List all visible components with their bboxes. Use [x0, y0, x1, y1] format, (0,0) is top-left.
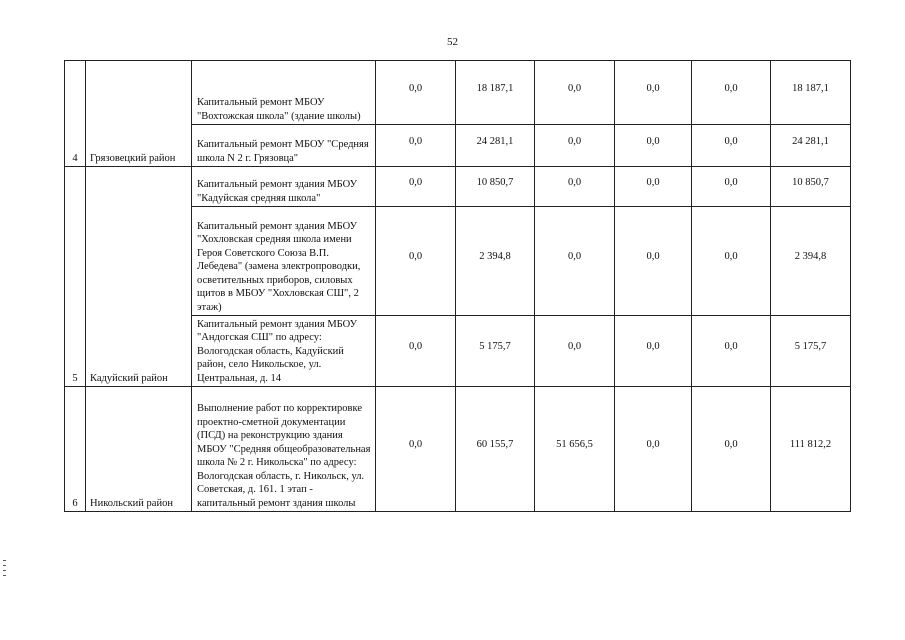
value-cell: 0,0	[615, 125, 692, 167]
table-row	[65, 387, 851, 512]
table-row	[65, 61, 851, 125]
value-cell: 0,0	[535, 61, 615, 125]
value-cell: 0,0	[692, 61, 771, 125]
budget-table	[64, 60, 851, 512]
value-cell: 0,0	[615, 387, 692, 512]
row-index: 4	[65, 61, 86, 167]
description-cell: Выполнение работ по корректировке проектно-сметной документации (ПСД) на реконструкцию здания МБОУ "Средняя общеобразовательная школа № 2 г. Никольска" по адресу: Вологодская область, г. Никольск, ул. Советская, д. 161. 1 этап - капитальный ремонт здания школы	[192, 387, 376, 512]
value-cell: 10 850,7	[456, 167, 535, 207]
value-cell: 5 175,7	[771, 316, 851, 387]
value-cell: 24 281,1	[771, 125, 851, 167]
description-cell: Капитальный ремонт МБОУ "Средняя школа N 2 г. Грязовца"	[192, 125, 376, 167]
value-cell: 0,0	[692, 316, 771, 387]
value-cell: 0,0	[376, 167, 456, 207]
row-index: 6	[65, 387, 86, 512]
value-cell: 10 850,7	[771, 167, 851, 207]
value-cell: 51 656,5	[535, 387, 615, 512]
value-cell: 5 175,7	[456, 316, 535, 387]
value-cell: 0,0	[376, 125, 456, 167]
value-cell: 0,0	[615, 61, 692, 125]
description-cell: Капитальный ремонт здания МБОУ "Кадуйская средняя школа"	[192, 167, 376, 207]
description-cell: Капитальный ремонт здания МБОУ "Андогская СШ" по адресу: Вологодская область, Кадуйский район, село Никольское, ул. Центральная, д. 14	[192, 316, 376, 387]
value-cell: 0,0	[615, 207, 692, 316]
row-index: 5	[65, 167, 86, 387]
value-cell: 0,0	[376, 387, 456, 512]
table-row	[65, 167, 851, 207]
value-cell: 0,0	[615, 167, 692, 207]
value-cell: 18 187,1	[771, 61, 851, 125]
description-cell: Капитальный ремонт МБОУ "Вохтожская школа" (здание школы)	[192, 61, 376, 125]
margin-marks	[3, 560, 7, 590]
district-cell: Грязовецкий район	[86, 61, 192, 167]
value-cell: 2 394,8	[771, 207, 851, 316]
value-cell: 60 155,7	[456, 387, 535, 512]
value-cell: 0,0	[376, 316, 456, 387]
value-cell: 0,0	[692, 207, 771, 316]
value-cell: 24 281,1	[456, 125, 535, 167]
value-cell: 0,0	[535, 167, 615, 207]
value-cell: 0,0	[376, 61, 456, 125]
value-cell: 0,0	[535, 125, 615, 167]
value-cell: 0,0	[376, 207, 456, 316]
value-cell: 111 812,2	[771, 387, 851, 512]
district-cell: Кадуйский район	[86, 167, 192, 387]
page-number: 52	[447, 36, 458, 48]
value-cell: 0,0	[535, 316, 615, 387]
value-cell: 18 187,1	[456, 61, 535, 125]
district-cell: Никольский район	[86, 387, 192, 512]
value-cell: 0,0	[692, 387, 771, 512]
value-cell: 0,0	[615, 316, 692, 387]
value-cell: 0,0	[535, 207, 615, 316]
description-cell: Капитальный ремонт здания МБОУ "Хохловская средняя школа имени Героя Советского Союза В.П. Лебедева" (замена электропроводки, осветительных приборов, силовых щитов в МБОУ "Хохловская СШ", 2 этаж)	[192, 207, 376, 316]
value-cell: 0,0	[692, 125, 771, 167]
value-cell: 2 394,8	[456, 207, 535, 316]
value-cell: 0,0	[692, 167, 771, 207]
